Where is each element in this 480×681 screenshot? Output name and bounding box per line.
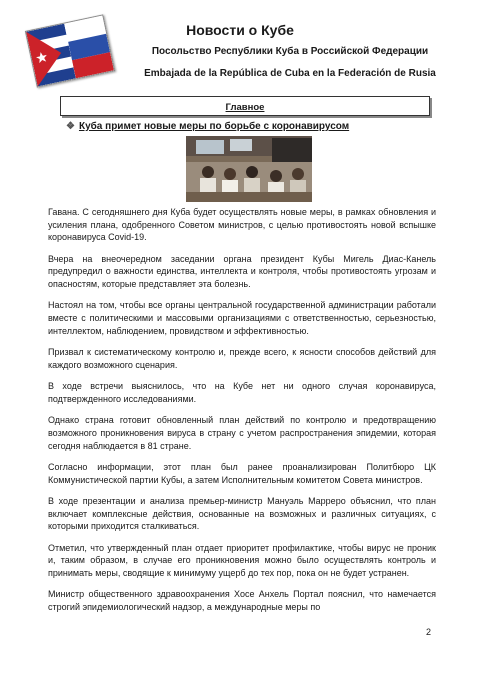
article-paragraph: Согласно информации, этот план был ранее проанализирован Политбюро ЦК Коммунистической партии Кубы, а затем Исполнительным комитетом Совета министров.	[48, 461, 436, 485]
embassy-name-russian: Посольство Республики Куба в Российской Федерации	[151, 46, 429, 57]
article-paragraph: В ходе встречи выяснилось, что на Кубе нет ни одного случая коронавируса, подтвержденного исследованиями.	[48, 381, 436, 404]
article-paragraph: Однако страна готовит обновленный план действий по контролю и предотвращению возможного проникновения вируса в страну с учетом распространения эпидемии, которая сегодня наблюдается в 81 стране.	[48, 415, 436, 451]
article-body	[48, 206, 436, 622]
headline-text: Куба примет новые меры по борьбе с коронавирусом	[78, 121, 350, 132]
diamond-bullet-icon: ❖	[66, 121, 75, 132]
article-paragraph: Гавана. С сегодняшнего дня Куба будет осуществлять новые меры, в рамках обновления и усиления плана, одобренного Советом министров, с целью противостоять новой вспышке коронавируса Covid-19.	[48, 207, 436, 243]
article-paragraph: Министр общественного здравоохранения Хосе Анхель Портал пояснил, что намечается строгий эпидемиологический надзор, а международные меры по	[48, 589, 436, 612]
article-paragraph: Настоял на том, чтобы все органы центральной государственной администрации работали вместе с политическими и массовыми организациями с ответственностью, серьезностью, интеллектом, наблюдением, провидством и эффективностью.	[48, 300, 436, 336]
article-headline	[66, 121, 349, 132]
article-paragraph: В ходе презентации и анализа премьер-министр Мануэль Марреро объяснил, что план включает комплексные действия, основанные на возможных и различных ситуациях, с которыми приходится сталкиваться.	[48, 495, 436, 532]
article-paragraph: Вчера на внеочередном заседании органа президент Кубы Мигель Диас-Канель предупредил о важности единства, интеллекта и контроля, чтобы противостоять угрозам и опасностям, которые представляет эта болезнь.	[48, 253, 436, 290]
embassy-name-spanish: Embajada de la República de Cuba en la Federación de Rusia	[144, 68, 436, 79]
page-number: 2	[426, 627, 432, 637]
meeting-photo	[186, 136, 312, 202]
article-paragraph: Призвал к систематическому контролю и, прежде всего, к ясности способов действий для каждого возможного сценария.	[48, 347, 436, 370]
article-paragraph: Отметил, что утвержденный план отдает приоритет профилактике, чтобы вирус не проник и, таким образом, в случае его проникновения можно было осуществлять контроль и принимать меры, сводящие к минимуму ущерб до тех пор, пока он не будет устранен.	[48, 542, 436, 578]
page-title: Новости о Кубе	[186, 22, 294, 38]
section-label: Главное	[225, 102, 265, 113]
section-header-box	[60, 96, 430, 116]
